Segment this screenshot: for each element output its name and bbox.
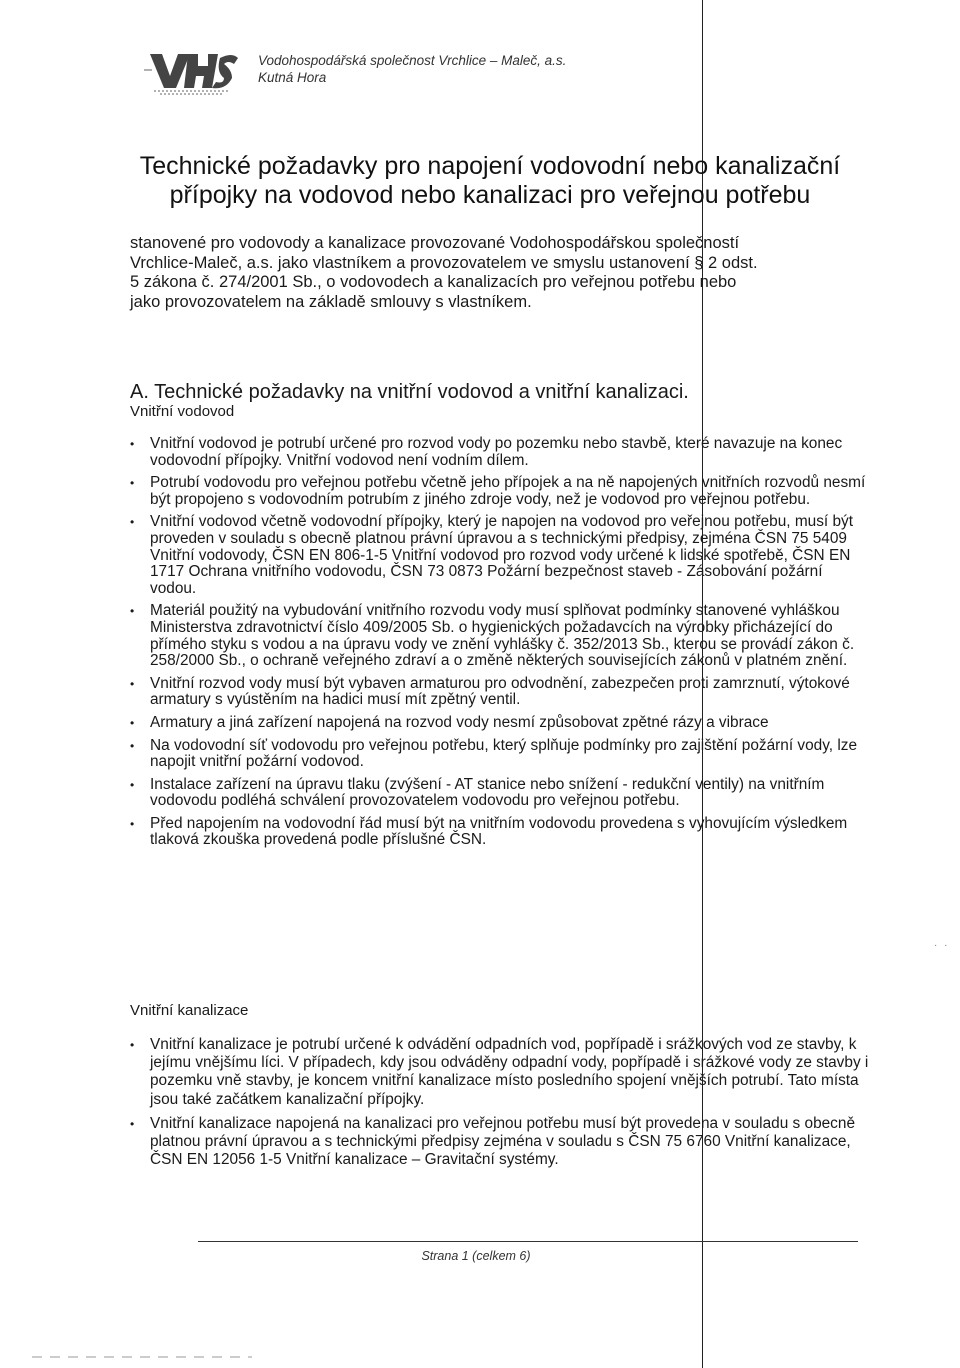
bullet-icon: • xyxy=(130,816,135,831)
intro-paragraph xyxy=(130,234,868,312)
page-number: Strana 1 (celkem 6) xyxy=(421,1249,531,1263)
company-logo xyxy=(140,44,240,96)
footer-divider xyxy=(198,1241,858,1242)
sewer-requirements-list xyxy=(130,1036,870,1175)
list-item-text: Na vodovodní síť vodovodu pro veřejnou potřebu, který splňuje podmínky pro zajištění požární vody, lze napojit vnitřní požární vodovod. xyxy=(150,736,858,771)
sewer-subheading: Vnitřní kanalizace xyxy=(130,1002,249,1019)
list-item-text: Vnitřní kanalizace napojená na kanalizaci pro veřejnou potřebu musí být provedena v souladu s obecně platnou právní úpravou a s technickými předpisy zejména v souladu s ČSN 75 6760 Vnitřní kanalizace, ČSN EN 12056 1-5 Vnitřní kanalizace – Gravitační systémy. xyxy=(150,1114,856,1169)
bullet-icon: • xyxy=(130,1116,135,1131)
list-item xyxy=(130,1036,870,1109)
bullet-icon: • xyxy=(130,437,135,451)
list-item xyxy=(130,715,870,732)
bullet-icon: • xyxy=(130,476,135,491)
bullet-icon: • xyxy=(130,1038,135,1052)
list-item-text: Před napojením na vodovodní řád musí být na vnitřním vodovodu provedena s vyhovujícím výsledkem tlaková zkouška provedená podle příslušné ČSN. xyxy=(150,814,848,849)
list-item-text: Materiál použitý na vybudování vnitřního rozvodu vody musí splňovat podmínky stanovené vyhláškou Ministerstva zdravotnictví číslo 409/2005 Sb. o hygienických požadavcích na výrobky přicházející do přímého styku s vodou a na úpravu vody ve znění vyhlášky č. 352/2013 Sb., kterou se provádí zákon č. 258/2000 Sb., o ochraně veřejného zdraví a o změně některých souvisejících zákonů v platném znění. xyxy=(150,602,855,670)
page-footer xyxy=(0,1249,960,1263)
list-item-text: Vnitřní rozvod vody musí být vybaven armaturou pro odvodnění, zabezpečen proti zamrznutí, výtokové armatury s vyústěním na hadici musí mít zpětný ventil. xyxy=(150,674,850,709)
water-subheading: Vnitřní vodovod xyxy=(130,403,235,420)
bullet-icon: • xyxy=(130,777,135,792)
list-item-text: Potrubí vodovodu pro veřejnou potřebu včetně jeho přípojek a na ně napojených vnitřních rozvodů nesmí být propojeno s vodovodním potrubím z jiného zdroje vody, než je vodovod pro veřejnou potřebu. xyxy=(150,474,866,508)
list-item-text: Vnitřní kanalizace je potrubí určené k odvádění odpadních vod, popřípadě i srážkových vod ze stavby, k jejímu vnějšímu líci. V případech, kdy jsou odváděny odpadní vody, popřípadě i srážkové vody ze stavby i pozemku vně stavby, je koncem vnitřní kanalizace místo posledního spojení vnějších potrubí. Tato místa jsou také začátkem kanalizační přípojky. xyxy=(150,1036,869,1108)
company-name: Vodohospodářská společnost Vrchlice – Maleč, a.s. xyxy=(258,53,567,68)
list-item-text: Instalace zařízení na úpravu tlaku (zvýšení - AT stanice nebo snížení - redukční ventily) na vnitřním vodovodu podléhá schválení provozovatelem vodovodu pro veřejnou potřebu. xyxy=(150,775,825,810)
list-item xyxy=(130,514,870,597)
list-item-text: Armatury a jiná zařízení napojená na rozvod vody nesmí způsobovat zpětné rázy a vibrace xyxy=(150,713,769,731)
bullet-icon: • xyxy=(130,676,135,691)
list-item xyxy=(130,777,870,810)
water-requirements-list xyxy=(130,436,870,855)
list-item xyxy=(130,738,870,771)
list-item xyxy=(130,676,870,709)
intro-line: Vrchlice-Maleč, a.s. jako vlastníkem a provozovatelem ve smyslu ustanovení § 2 odst. xyxy=(130,253,758,272)
document-title xyxy=(120,152,860,210)
title-line-1: Technické požadavky pro napojení vodovodní nebo kanalizační xyxy=(139,152,841,180)
bullet-icon: • xyxy=(130,604,135,619)
scan-dash-marks xyxy=(32,1356,252,1358)
list-item-text: Vnitřní vodovod je potrubí určené pro rozvod vody po pozemku nebo stavbě, které navazuje na konec vodovodní přípojky. Vnitřní vodovod není vodním dílem. xyxy=(150,435,843,469)
title-line-2: přípojky na vodovod nebo kanalizaci pro veřejnou potřebu xyxy=(169,181,811,209)
bullet-icon: • xyxy=(130,715,135,730)
list-item xyxy=(130,603,870,669)
intro-line: jako provozovatelem na základě smlouvy s vlastníkem. xyxy=(130,292,532,311)
intro-line: stanovené pro vodovody a kanalizace provozované Vodohospodářskou společností xyxy=(130,234,740,252)
bullet-icon: • xyxy=(130,515,135,530)
list-item xyxy=(130,475,870,508)
list-item xyxy=(130,816,870,849)
company-header xyxy=(258,52,566,86)
scan-speck-marks: · · xyxy=(934,940,950,951)
bullet-icon: • xyxy=(130,738,135,753)
company-city: Kutná Hora xyxy=(258,70,327,85)
list-item xyxy=(130,436,870,469)
list-item-text: Vnitřní vodovod včetně vodovodní přípojky, který je napojen na vodovod pro veřejnou potřebu, musí být proveden v souladu s obecně platnou právní úpravou a s technickými předpisy, zejména ČSN 75 5409 Vnitřní vodovody, ČSN EN 806-1-5 Vnitřní vodovod pro rozvod vody určené k lidské spotřebě, ČSN EN 1717 Ochrana vnitřního vodovodu, ČSN 73 0873 Požární bezpečnost staveb - Zásobování požární vodou. xyxy=(150,513,853,597)
intro-line: 5 zákona č. 274/2001 Sb., o vodovodech a kanalizacích pro veřejnou potřebu nebo xyxy=(130,273,737,291)
section-a-heading: A. Technické požadavky na vnitřní vodovod a vnitřní kanalizaci. xyxy=(130,381,689,403)
list-item xyxy=(130,1115,870,1170)
